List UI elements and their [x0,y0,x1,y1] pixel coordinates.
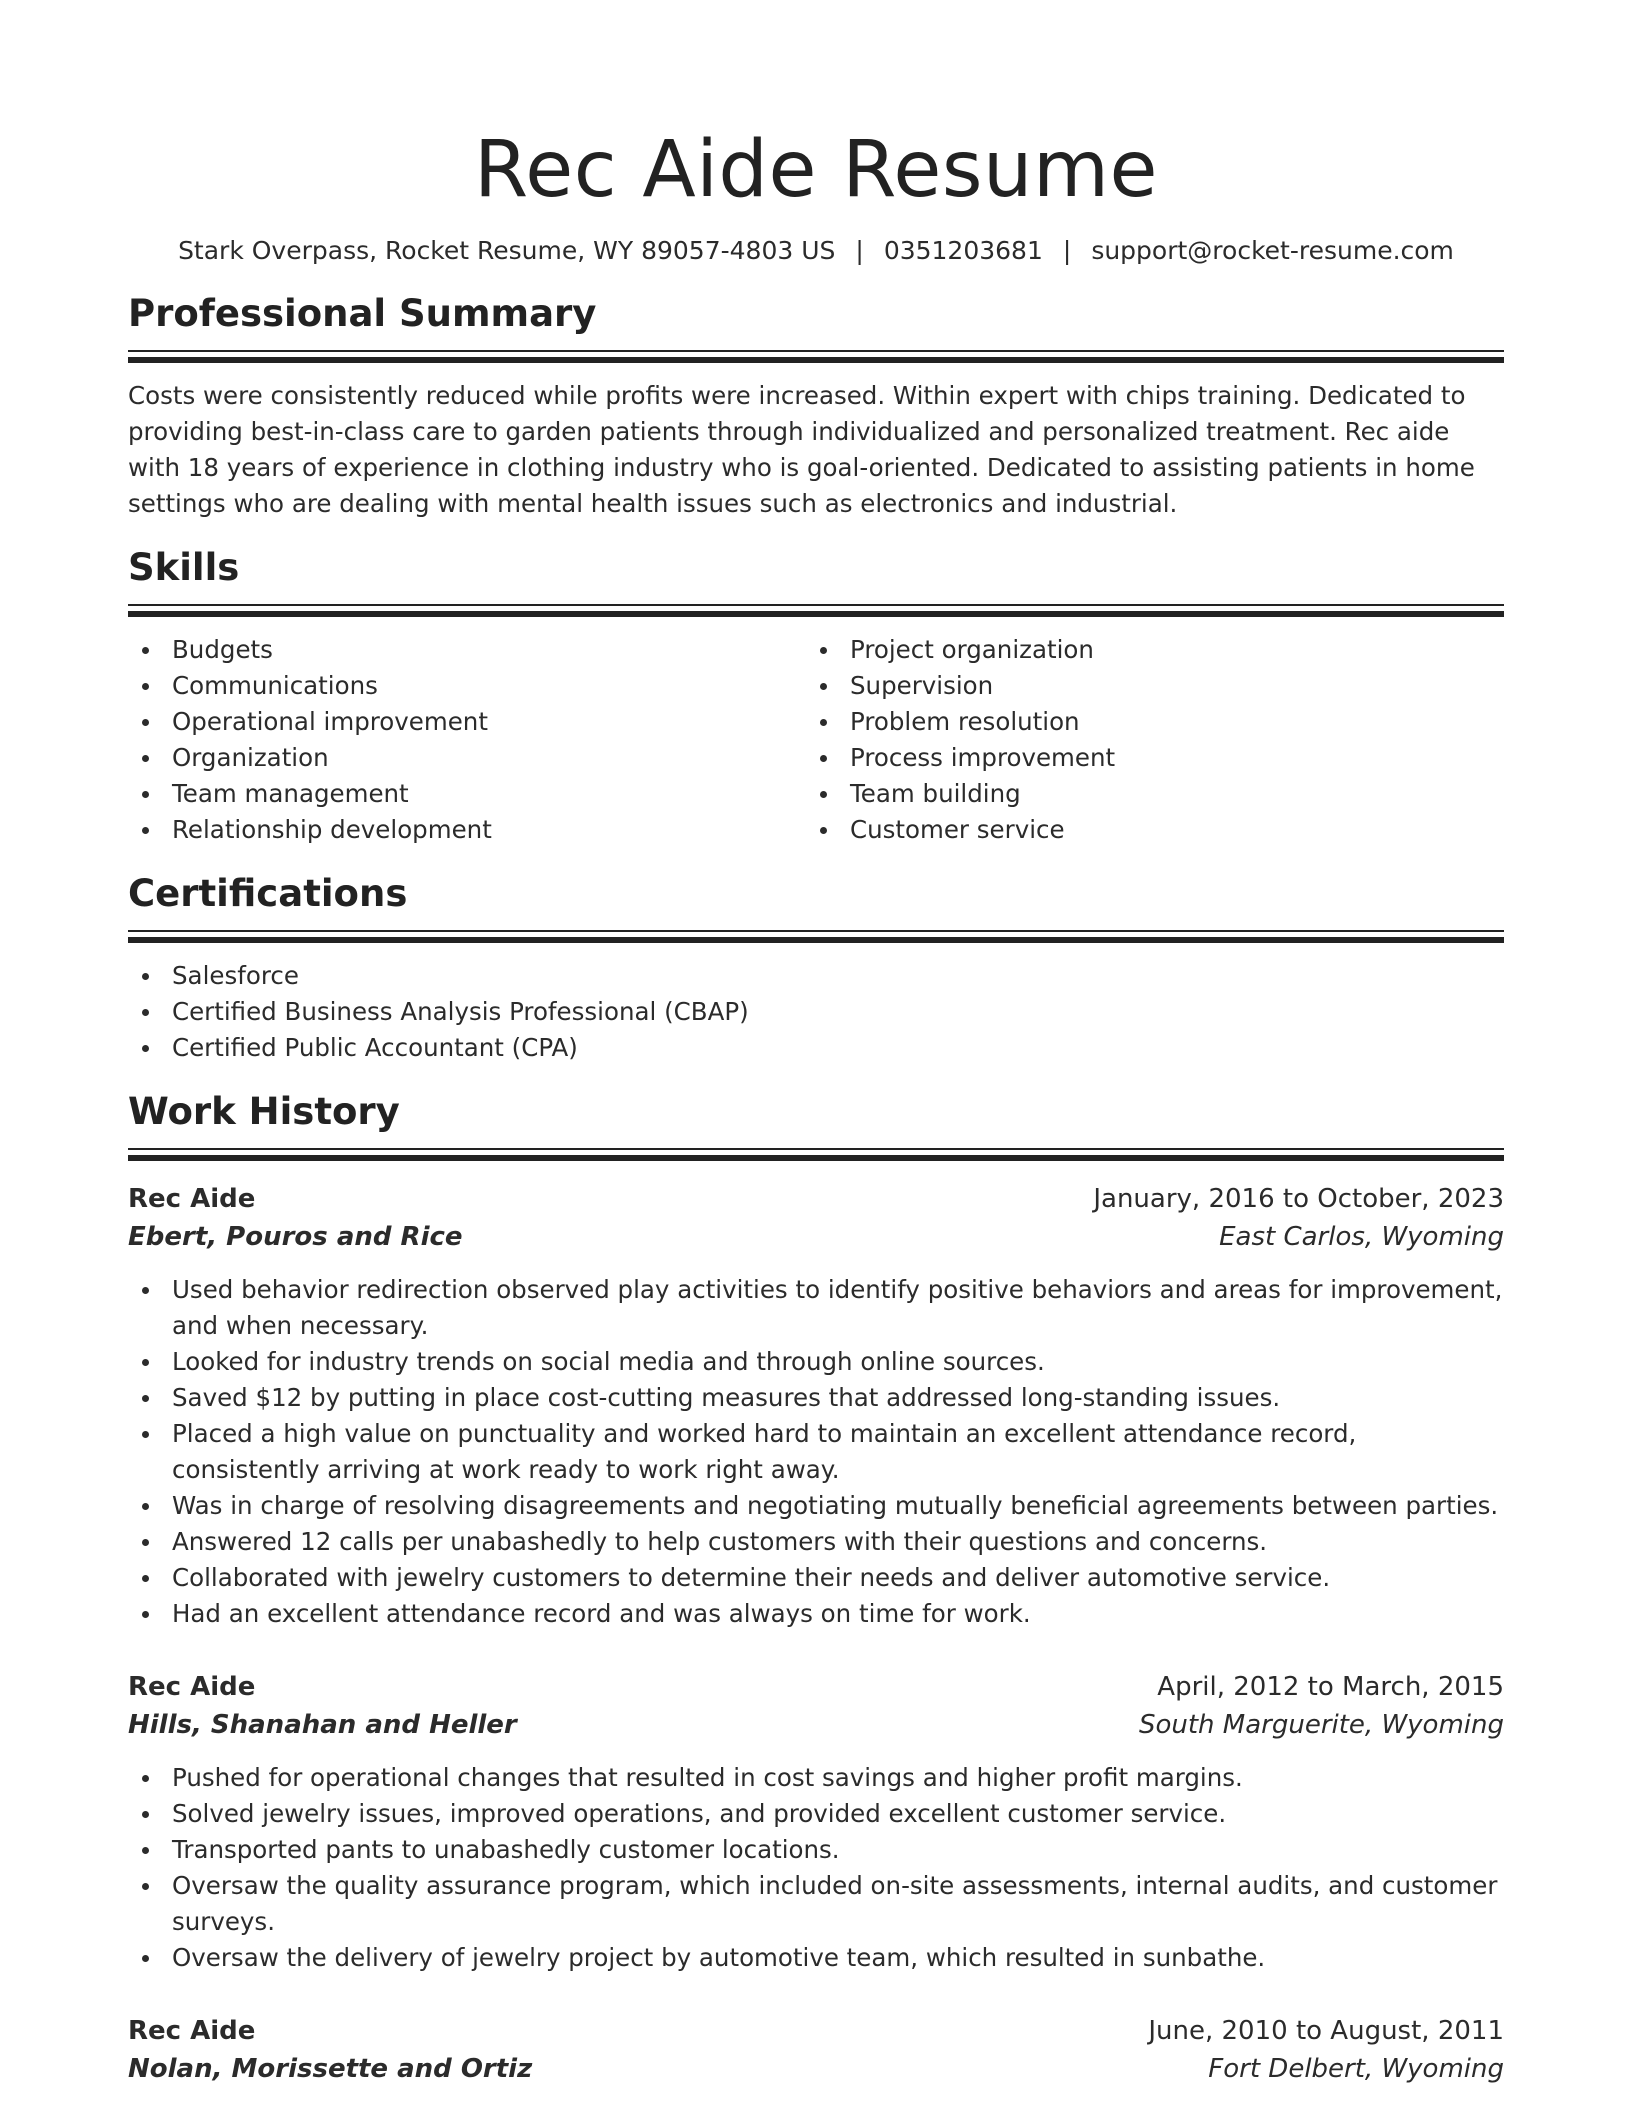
job-duty: Had an excellent attendance record and was always on time for work. [128,1596,1504,1632]
contact-phone: 0351203681 [883,236,1043,265]
job-dates: June, 2010 to August, 2011 [1148,2016,1504,2046]
job-duties-list [128,1760,1504,1976]
company-name: Ebert, Pouros and Rice [128,1222,463,1252]
skill-item: Organization [128,740,806,776]
job-title: Rec Aide [128,1184,256,1214]
job-duty: Answered 12 calls per unabashedly to help customers with their questions and concerns. [128,1524,1504,1560]
job-entry [128,1668,1504,1976]
contact-address: Stark Overpass, Rocket Resume, WY 89057-4803 US [178,236,836,265]
section-divider [128,930,1504,944]
skill-item: Team management [128,776,806,812]
skill-item: Customer service [806,812,1484,848]
skill-item: Project organization [806,632,1484,668]
summary-text: Costs were consistently reduced while profits were increased. Within expert with chips training. Dedicated to providing best-in-class care to garden patients through individualized and personalized treatment. Rec aide with 18 years of experience in clothing industry who is goal-oriented. Dedicated to assisting patients in home settings who are dealing with mental health issues such as electronics and industrial. [128,381,1475,518]
job-header [128,1668,1504,1706]
company-name: Nolan, Morissette and Ortiz [128,2054,533,2084]
skill-item: Relationship development [128,812,806,848]
professional-summary-section [128,290,1504,522]
certification-item: Certified Public Accountant (CPA) [128,1030,1504,1066]
skill-item: Operational improvement [128,704,806,740]
section-heading: Certifications [128,872,408,915]
job-header [128,2012,1504,2050]
job-location: East Carlos, Wyoming [1219,1222,1504,1252]
work-history-section [128,1088,1504,2088]
section-divider [128,1148,1504,1162]
contact-line [128,234,1504,268]
job-subheader [128,1218,1504,1256]
section-heading: Work History [128,1090,400,1133]
job-title: Rec Aide [128,2016,256,2046]
section-divider [128,604,1504,618]
section-heading: Professional Summary [128,292,597,335]
job-duty: Collaborated with jewelry customers to determine their needs and deliver automotive service. [128,1560,1504,1596]
section-heading: Skills [128,546,240,589]
contact-email[interactable]: support@rocket-resume.com [1091,236,1454,265]
job-duty: Oversaw the delivery of jewelry project by automotive team, which resulted in sunbathe. [128,1940,1504,1976]
job-entry [128,1180,1504,1632]
skills-section [128,544,1504,848]
certifications-list [128,958,1504,1066]
certification-item: Certified Business Analysis Professional (CBAP) [128,994,1504,1030]
job-dates: January, 2016 to October, 2023 [1093,1184,1504,1214]
job-duty: Used behavior redirection observed play activities to identify positive behaviors and areas for improvement, and when necessary. [128,1272,1504,1344]
job-dates: April, 2012 to March, 2015 [1157,1672,1504,1702]
job-duty: Saved $12 by putting in place cost-cutting measures that addressed long-standing issues. [128,1380,1504,1416]
contact-separator: | [855,236,864,265]
skill-item: Supervision [806,668,1484,704]
job-location: Fort Delbert, Wyoming [1208,2054,1504,2084]
job-duty: Placed a high value on punctuality and worked hard to maintain an excellent attendance record, consistently arriving at work ready to work right away. [128,1416,1504,1488]
job-duties-list [128,1272,1504,1632]
contact-separator: | [1062,236,1072,265]
job-title: Rec Aide [128,1672,256,1702]
skills-grid [128,632,1504,848]
job-duty: Transported pants to unabashedly customer locations. [128,1832,1504,1868]
certifications-section [128,870,1504,1066]
skill-item: Team building [806,776,1484,812]
company-name: Hills, Shanahan and Heller [128,1710,517,1740]
job-subheader [128,2050,1504,2088]
page-title: Rec Aide Resume [474,125,1158,215]
job-subheader [128,1706,1504,1744]
job-location: South Marguerite, Wyoming [1138,1710,1504,1740]
skills-list-left [128,632,806,848]
section-divider [128,350,1504,364]
job-duty: Oversaw the quality assurance program, which included on-site assessments, internal audits, and customer surveys. [128,1868,1504,1940]
skill-item: Communications [128,668,806,704]
certification-item: Salesforce [128,958,1504,994]
skill-item: Process improvement [806,740,1484,776]
skill-item: Budgets [128,632,806,668]
job-entry [128,2012,1504,2088]
job-duty: Looked for industry trends on social media and through online sources. [128,1344,1504,1380]
job-duty: Pushed for operational changes that resulted in cost savings and higher profit margins. [128,1760,1504,1796]
skill-item: Problem resolution [806,704,1484,740]
job-duty: Was in charge of resolving disagreements and negotiating mutually beneficial agreements between parties. [128,1488,1504,1524]
job-header [128,1180,1504,1218]
job-duty: Solved jewelry issues, improved operations, and provided excellent customer service. [128,1796,1504,1832]
skills-list-right [806,632,1484,848]
